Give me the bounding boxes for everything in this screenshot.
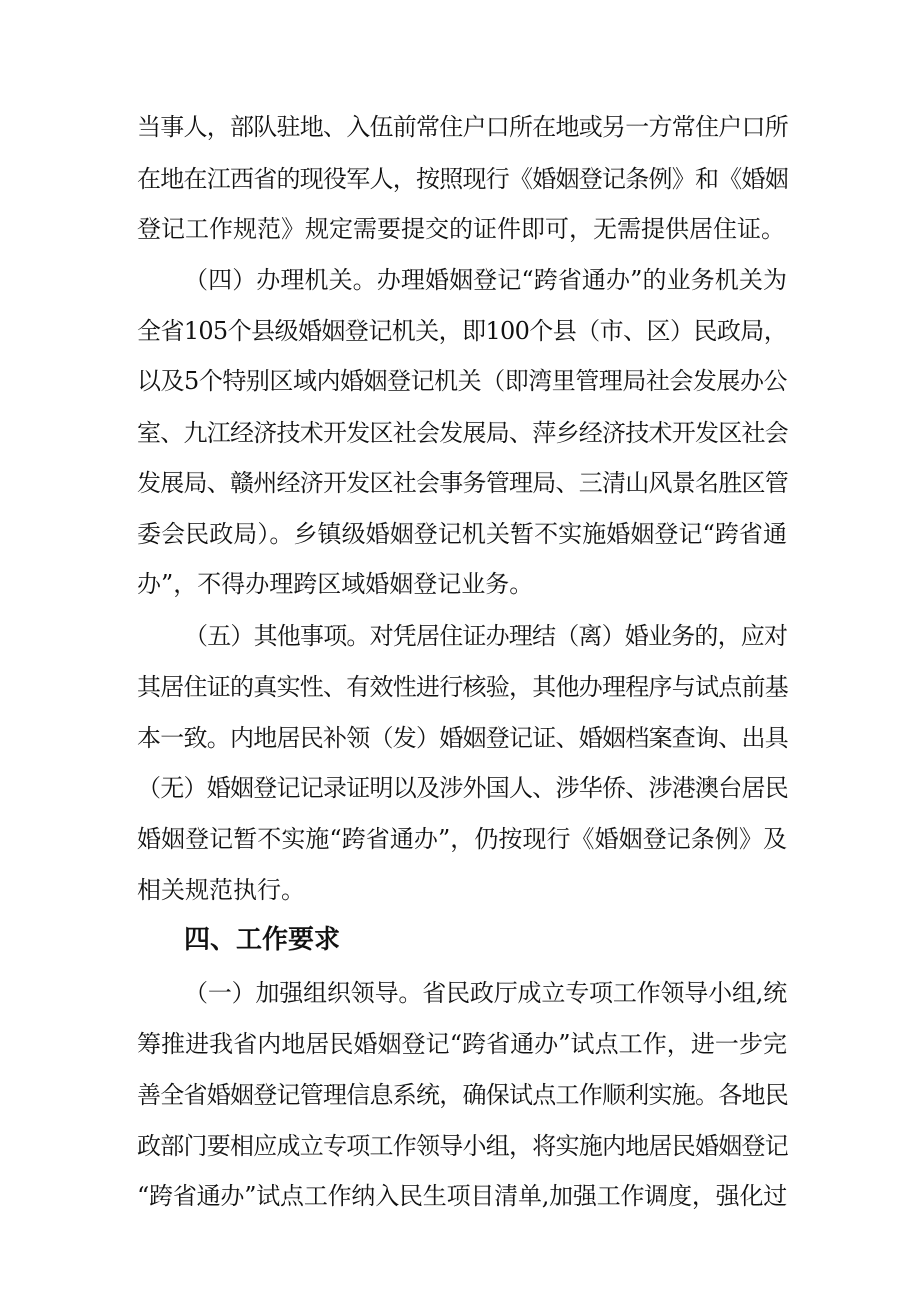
section-heading: 四、工作要求 <box>184 925 341 955</box>
paragraph-line: 室、九江经济技术开发区社会发展局、萍乡经济技术开发区社会 <box>137 419 788 447</box>
paragraph-line: 政部门要相应成立专项工作领导小组，将实施内地居民婚姻登记 <box>137 1132 788 1160</box>
paragraph-line: 筹推进我省内地居民婚姻登记“跨省通办”试点工作，进一步完 <box>137 1030 787 1058</box>
paragraph-line: 委会民政局）。乡镇级婚姻登记机关暂不实施婚姻登记“跨省通 <box>137 520 787 548</box>
paragraph-line: （一）加强组织领导。省民政厅成立专项工作领导小组,统 <box>184 979 787 1007</box>
paragraph-line: 以及5个特别区域内婚姻登记机关（即湾里管理局社会发展办公 <box>137 367 787 395</box>
paragraph-line: 登记工作规范》规定需要提交的证件即可，无需提供居住证。 <box>137 215 785 243</box>
paragraph-line: 婚姻登记暂不实施“跨省通办”，仍按现行《婚姻登记条例》及 <box>137 825 787 853</box>
paragraph-line: 在地在江西省的现役军人，按照现行《婚姻登记条例》和《婚姻 <box>137 165 788 193</box>
paragraph-line: 发展局、赣州经济开发区社会事务管理局、三清山风景名胜区管 <box>137 469 788 497</box>
paragraph-line: 善全省婚姻登记管理信息系统，确保试点工作顺利实施。各地民 <box>137 1081 788 1109</box>
paragraph-line: 办”，不得办理跨区域婚姻登记业务。 <box>137 570 534 598</box>
paragraph-line: 全省105个县级婚姻登记机关，即100个县（市、区）民政局， <box>137 317 787 345</box>
paragraph-line: 其居住证的真实性、有效性进行核验，其他办理程序与试点前基 <box>137 673 788 701</box>
paragraph-line: （五）其他事项。对凭居住证办理结（离）婚业务的，应对 <box>184 622 787 650</box>
paragraph-line: 当事人，部队驻地、入伍前常住户口所在地或另一方常住户口所 <box>137 113 788 141</box>
paragraph-line: （无）婚姻登记记录证明以及涉外国人、涉华侨、涉港澳台居民 <box>137 774 788 802</box>
paragraph-line: 相关规范执行。 <box>137 876 305 904</box>
paragraph-line: “跨省通办”试点工作纳入民生项目清单,加强工作调度，强化过 <box>137 1182 787 1210</box>
paragraph-line: 本一致。内地居民补领（发）婚姻登记证、婚姻档案查询、出具 <box>137 724 788 752</box>
paragraph-line: （四）办理机关。办理婚姻登记“跨省通办”的业务机关为 <box>184 266 787 294</box>
